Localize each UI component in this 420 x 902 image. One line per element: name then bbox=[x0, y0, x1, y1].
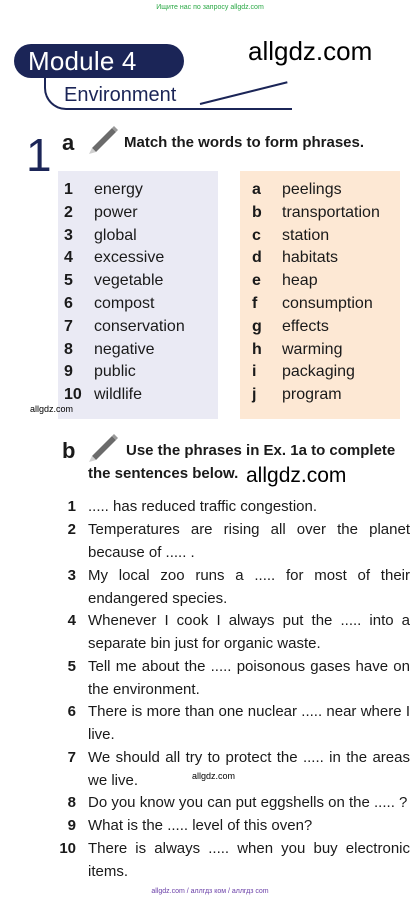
list-item: i packaging bbox=[252, 363, 355, 381]
bottom-note: allgdz.com / аллгдз ком / аллгдз com bbox=[151, 888, 269, 895]
watermark-header: allgdz.com bbox=[248, 36, 373, 66]
sentence-item: 3 My local zoo runs a ..... for most of their endangered species. bbox=[67, 567, 410, 607]
sentence-item: 9 What is the ..... level of this oven? bbox=[67, 817, 313, 834]
watermark-mid: allgdz.com bbox=[246, 464, 347, 487]
pencil-icon bbox=[86, 432, 120, 462]
list-item: 6 compost bbox=[64, 294, 155, 312]
list-item: 8 negative bbox=[64, 340, 155, 358]
module-title: Module 4 bbox=[28, 46, 137, 76]
part-a-letter: a bbox=[62, 130, 75, 155]
list-item: 7 conservation bbox=[64, 317, 185, 335]
sentence-item: 1 ..... has reduced traffic congestion. bbox=[67, 498, 318, 515]
list-item: b transportation bbox=[252, 203, 380, 221]
part-b-letter: b bbox=[62, 438, 76, 463]
list-item: 10 wildlife bbox=[64, 386, 143, 404]
list-item: 3 global bbox=[64, 226, 137, 244]
exercise-number: 1 bbox=[26, 129, 52, 181]
list-item: 9 public bbox=[64, 363, 136, 381]
sentence-item: 2 Temperatures are rising all over the planet because of ..... . bbox=[67, 521, 410, 561]
sentence-item: 4 Whenever I cook I always put the ..... into a separate bin just for organic waste. bbox=[67, 612, 410, 652]
right-items bbox=[252, 179, 402, 407]
list-item: d habitats bbox=[252, 249, 339, 267]
list-item: 4 excessive bbox=[64, 249, 165, 267]
module-subtitle: Environment bbox=[64, 84, 177, 106]
sentence-item: 5 Tell me about the ..... poisonous gases have on the environment. bbox=[67, 658, 410, 698]
top-note: Ищите нас по запросу allgdz.com bbox=[156, 4, 264, 11]
list-item: c station bbox=[252, 226, 330, 244]
list-item: a peelings bbox=[252, 181, 342, 198]
list-item: h warming bbox=[252, 340, 343, 358]
list-item: 2 power bbox=[64, 203, 138, 221]
pencil-icon bbox=[86, 124, 120, 154]
list-item: f consumption bbox=[252, 294, 373, 312]
part-a-instruction: Match the words to form phrases. bbox=[124, 134, 365, 151]
sentence-item: 6 There is more than one nuclear ..... near where I live. bbox=[67, 703, 410, 743]
sentence-item: 7 We should all try to protect the ..... in the areas we live. bbox=[67, 749, 410, 789]
sentence-item: 10 There is always ..... when you buy electronic items. bbox=[59, 840, 410, 880]
list-item: e heap bbox=[252, 272, 318, 290]
part-b-instruction-line2: the sentences below. bbox=[88, 465, 239, 482]
watermark-inline: allgdz.com bbox=[192, 771, 236, 781]
list-item: 5 vegetable bbox=[64, 272, 164, 290]
sentence-item: 8 Do you know you can put eggshells on the ..... ? bbox=[67, 794, 408, 811]
watermark-left: allgdz.com bbox=[30, 404, 74, 414]
list-item: 1 energy bbox=[64, 181, 143, 198]
part-b-instruction-line1: Use the phrases in Ex. 1a to complete bbox=[126, 442, 396, 459]
list-item: j program bbox=[252, 386, 342, 404]
list-item: g effects bbox=[252, 317, 329, 335]
left-items bbox=[64, 179, 214, 407]
